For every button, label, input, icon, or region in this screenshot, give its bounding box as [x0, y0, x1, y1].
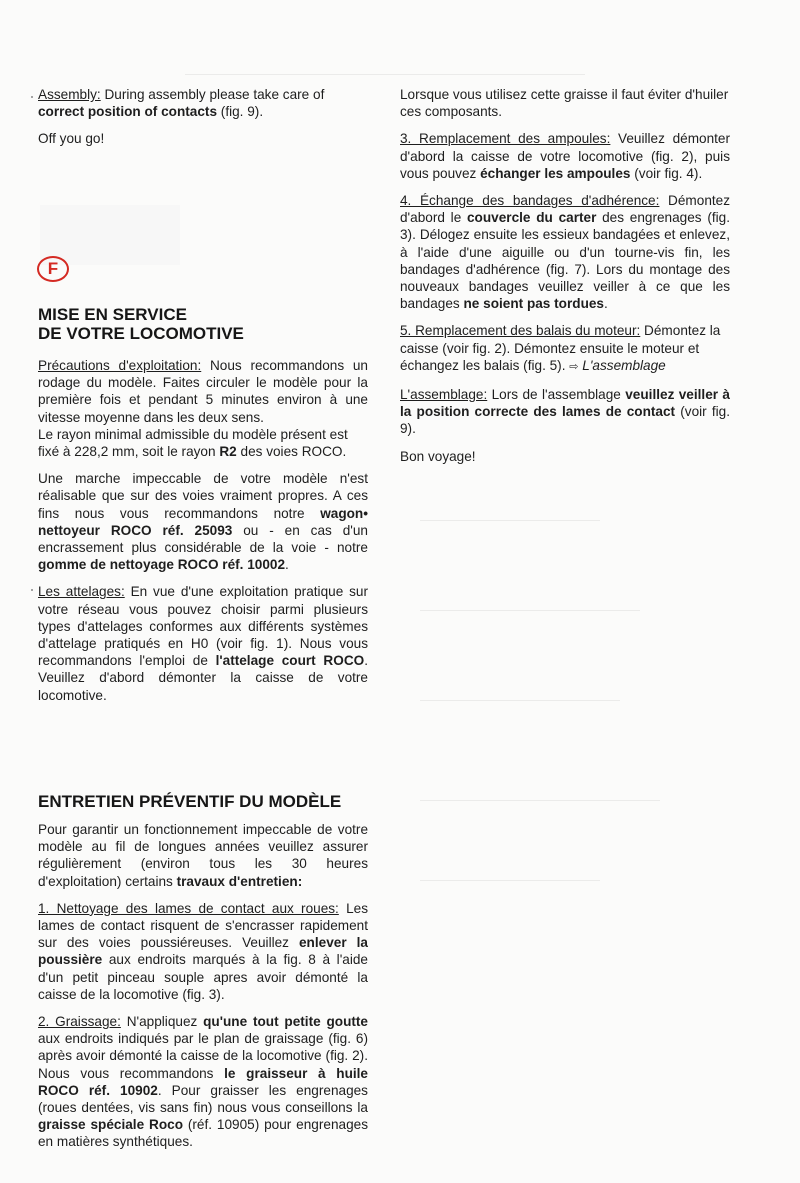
text: des engrenages (fig. 3). Délogez ensuite les essieux bandagées et enlevez, à l'aide d'une aiguille ou d'un tourne-vis fin, les bandages d'adhérence (fig. 7). Lors du montage des nouveaux bandages veuillez veiller à ce que les bandages [400, 210, 730, 312]
marche-paragraph [38, 470, 368, 573]
bold-text: graisse spéciale Roco [38, 1117, 183, 1133]
assemblage-label: L'assemblage: [400, 387, 488, 403]
text: Les lames de contact risquent de s'encrasser rapidement sur des voies poussiéreuses. Veuillez [38, 900, 368, 951]
item4-label: 4. Échange des bandages d'adhérence: [400, 193, 660, 209]
text: Nous recommandons un rodage du modèle. Faites circuler le modèle pour la première fois et pendant 5 minutes environ à une vitesse moyenne dans les deux sens. [38, 358, 368, 425]
item1-label: 1. Nettoyage des lames de contact aux roues: [38, 900, 339, 916]
text: Le rayon minimal admissible du modèle présent est fixé à 228,2 mm, soit le rayon [38, 426, 348, 460]
off-you-go: Off you go! [38, 131, 105, 147]
item3-label: 3. Remplacement des ampoules: [400, 131, 611, 147]
bold-text: correct position of contacts [38, 104, 218, 120]
bold-text: ne soient pas tordues [463, 296, 604, 312]
section-title-mise-en-service [38, 305, 378, 343]
text: Lors de l'assemblage [487, 387, 626, 403]
title-line: DE VOTRE LOCOMOTIVE [38, 324, 244, 343]
bleed-through-shape [40, 205, 180, 265]
bleed-through-line [420, 520, 600, 521]
badge-letter: F [47, 259, 59, 278]
item2-paragraph [38, 1013, 368, 1151]
text: des voies ROCO. [236, 444, 347, 460]
text: Démontez la caisse (voir fig. 2). Démontez ensuite le moteur et échangez les balais (fig. 5). [400, 323, 721, 373]
text: Pour garantir un fonctionnement impeccable de votre modèle au fil de longues années veuillez assurer régulièrement (environ tous les 30 heures d'exploitation) certains [38, 822, 368, 889]
section-title-entretien: ENTRETIEN PRÉVENTIF DU MODÈLE [38, 792, 342, 811]
entretien-body-left [38, 821, 368, 1161]
bleed-through-line [420, 610, 640, 611]
text: Veuillez démonter d'abord la caisse de votre locomotive (fig. 2), puis vous pouvez [400, 131, 730, 181]
speck [31, 589, 33, 591]
rayon-paragraph [38, 426, 368, 460]
bold-text: l'attelage court ROCO [215, 653, 365, 669]
item5-label: 5. Remplacement des balais du moteur: [400, 323, 641, 339]
bold-text: wagon• nettoyeur ROCO réf. 25093 [38, 505, 368, 538]
assemblage-paragraph [400, 386, 730, 438]
bold-text: couvercle du carter [467, 210, 597, 226]
item2-continuation: Lorsque vous utilisez cette graisse il faut éviter d'huiler ces composants. [400, 87, 729, 120]
intro-paragraph [38, 821, 368, 890]
precautions-label: Précautions d'exploitation: [38, 358, 202, 373]
text: (réf. 10905) pour engrenages en matières synthétiques. [38, 1117, 368, 1150]
bon-voyage: Bon voyage! [400, 448, 476, 464]
bold-text: travaux d'entretien: [176, 873, 303, 889]
cross-reference: L'assemblage [578, 357, 666, 373]
english-section [38, 86, 368, 158]
bold-text: échanger les ampoules [480, 165, 631, 181]
language-badge-f [37, 256, 69, 282]
bleed-through-line [420, 880, 600, 881]
bold-text: qu'une tout petite goutte [203, 1014, 368, 1030]
bold-text: enlever la poussière [38, 935, 368, 968]
text: . Pour graisser les engrenages (roues dentées, vis sans fin) nous vous conseillons la [38, 1082, 368, 1116]
text: N'appliquez [120, 1014, 204, 1030]
title-line: MISE EN SERVICE [38, 305, 187, 324]
text: Une marche impeccable de votre modèle n'est réalisable que sur des voies vraiment propres. A ces fins nous vous recommandons notre [38, 471, 368, 521]
text: En vue d'une exploitation pratique sur votre réseau vous pouvez choisir parmi plusieurs types d'attelages conformes aux différents systèmes d'attelage pratiqués en H0 (voir fig. 1). Nous vous recommandons l'emploi de [38, 584, 368, 669]
item1-paragraph [38, 900, 368, 1003]
text: (fig. 9). [217, 104, 264, 120]
text: Démontez d'abord le [400, 193, 731, 226]
mise-en-service-body [38, 357, 368, 714]
text: . Veuillez d'abord démonter la caisse de votre locomotive. [38, 653, 368, 703]
attelages-paragraph [38, 583, 368, 703]
item2-label: 2. Graissage: [38, 1014, 121, 1030]
bleed-through-line [420, 800, 660, 801]
arrow-right-icon: ⇨ [569, 360, 579, 373]
speck [31, 96, 33, 98]
bleed-through-line [185, 74, 585, 75]
text: ou - en cas d'un encrassement plus considérable de la voie - notre [38, 522, 368, 556]
precautions-paragraph [38, 357, 368, 426]
assembly-paragraph [38, 86, 368, 120]
item3-paragraph [400, 130, 730, 182]
bold-text: gomme de nettoyage ROCO réf. 10002 [38, 557, 286, 573]
bold-text: R2 [219, 444, 237, 460]
bold-text: veuillez veiller à la position correcte des lames de contact [400, 387, 730, 420]
text: (voir fig. 9). [400, 404, 730, 437]
assembly-label: Assembly: [38, 87, 101, 102]
text: (voir fig. 4). [630, 165, 703, 181]
text: aux endroits marqués à la fig. 8 à l'aide d'un petit pinceau souple apres avoir démonté la caisse de la locomotive (fig. 3). [38, 952, 368, 1002]
item4-paragraph [400, 192, 730, 312]
entretien-body-right [400, 86, 730, 475]
attelages-label: Les attelages: [38, 584, 125, 600]
text: During assembly please take care of [100, 87, 325, 102]
bleed-through-line [420, 700, 620, 701]
bold-text: le graisseur à huile ROCO réf. 10902 [38, 1065, 368, 1098]
text: . [285, 557, 289, 573]
text: aux endroits indiqués par le plan de graissage (fig. 6) après avoir démonté la caisse de la locomotive (fig. 2). Nous vous recommandons [38, 1031, 368, 1081]
text: . [604, 296, 608, 312]
item5-paragraph [400, 322, 730, 376]
